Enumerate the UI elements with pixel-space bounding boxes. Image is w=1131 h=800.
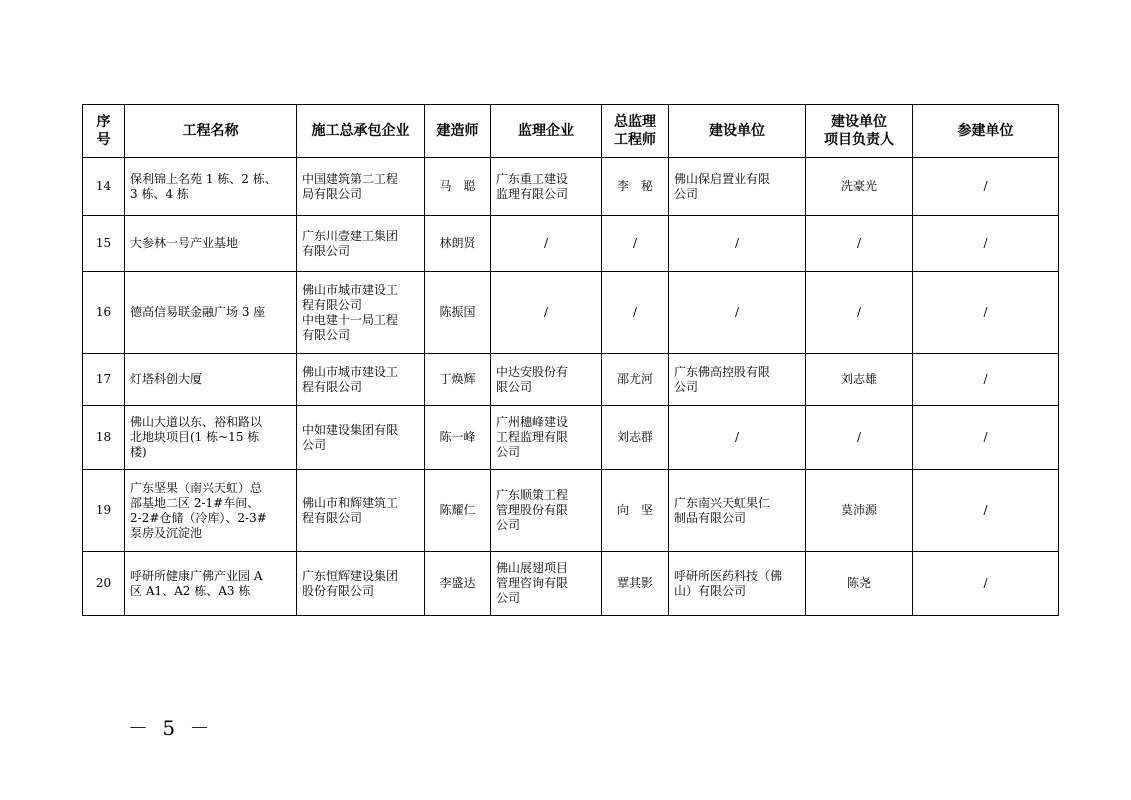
- builder-name: 陈一峰: [425, 406, 491, 470]
- project-name-line: 灯塔科创大厦: [130, 372, 203, 386]
- row-number: 16: [83, 272, 125, 354]
- contractor-name-line: 程有限公司: [302, 297, 363, 312]
- participant-name: /: [913, 354, 1059, 406]
- header-line: 建造师: [436, 123, 479, 139]
- owner-lead-name: /: [806, 406, 913, 470]
- contractor-name-line: 股份有限公司: [302, 583, 375, 598]
- owner-name: [669, 552, 806, 616]
- row-number: 17: [83, 354, 125, 406]
- row-number: 15: [83, 216, 125, 272]
- contractor-name: [297, 354, 425, 406]
- row-number: 18: [83, 406, 125, 470]
- builder-name: 马 聪: [425, 158, 491, 216]
- supervisor-name-line: 公司: [496, 445, 521, 459]
- table-row: [83, 470, 1059, 552]
- project-name-line: 部基地二区 2-1#车间、: [130, 495, 260, 510]
- contractor-name-line: 佛山市城市建设工: [302, 282, 399, 297]
- project-name-line: 区 A1、A2 栋、A3 栋: [130, 583, 251, 598]
- chief-engineer-name: /: [602, 216, 669, 272]
- project-name-line: 北地块项目(1 栋~15 栋: [130, 430, 260, 444]
- owner-lead-name: 刘志雄: [806, 354, 913, 406]
- participant-name: /: [913, 272, 1059, 354]
- owner-lead-name: 冼豪光: [806, 158, 913, 216]
- participant-name: /: [913, 216, 1059, 272]
- contractor-name-line: 佛山市城市建设工: [302, 364, 399, 379]
- owner-name-line: /: [734, 305, 740, 319]
- builder-name: 林朗贤: [425, 216, 491, 272]
- supervisor-name: [491, 216, 602, 272]
- owner-name-line: 山）有限公司: [674, 583, 747, 598]
- owner-name-line: /: [734, 236, 740, 250]
- header-line: 建设单位: [709, 123, 765, 139]
- header-cell: [425, 105, 491, 158]
- participant-name: /: [913, 470, 1059, 552]
- header-line: 序: [96, 114, 111, 130]
- contractor-name-line: 公司: [302, 437, 327, 452]
- contractor-name-line: 有限公司: [302, 243, 351, 258]
- owner-lead-name: 莫沛源: [806, 470, 913, 552]
- supervisor-name-line: /: [543, 305, 549, 319]
- header-cell: [669, 105, 806, 158]
- contractor-name-line: 程有限公司: [302, 379, 363, 394]
- contractor-name-line: 佛山市和辉建筑工: [302, 495, 399, 510]
- participant-name: /: [913, 406, 1059, 470]
- supervisor-name-line: 监理有限公司: [496, 186, 569, 201]
- page-number: － 5 －: [128, 716, 214, 740]
- owner-name: [669, 354, 806, 406]
- owner-name-line: /: [734, 430, 740, 444]
- owner-name-line: 广东佛高控股有限: [674, 364, 771, 379]
- supervisor-name-line: 广东顺策工程: [496, 488, 569, 502]
- supervisor-name: [491, 552, 602, 616]
- header-line: 参建单位: [957, 123, 1014, 139]
- project-name-line: 楼): [130, 445, 147, 459]
- chief-engineer-name: 李 秘: [602, 158, 669, 216]
- table-row: [83, 354, 1059, 406]
- owner-lead-name: /: [806, 216, 913, 272]
- supervisor-name: [491, 158, 602, 216]
- project-name-line: 2-2#仓储（冷库）、2-3#: [130, 510, 267, 525]
- header-line: 总监理: [614, 114, 656, 130]
- project-name-line: 大参林一号产业基地: [130, 236, 239, 250]
- chief-engineer-name: 邵尤河: [602, 354, 669, 406]
- project-table: [82, 104, 1059, 616]
- header-line: 号: [96, 132, 111, 148]
- project-name-line: 德高信易联金融广场 3 座: [130, 305, 266, 319]
- header-cell: [491, 105, 602, 158]
- header-cell: [913, 105, 1059, 158]
- project-name: [125, 158, 297, 216]
- owner-name-line: 佛山保启置业有限: [674, 171, 771, 186]
- header-line: 工程师: [614, 132, 656, 148]
- row-number: 14: [83, 158, 125, 216]
- supervisor-name-line: 广州穗峰建设: [496, 415, 569, 429]
- project-name-line: 3 栋、4 栋: [130, 186, 189, 201]
- owner-name: [669, 406, 806, 470]
- header-line: 工程名称: [182, 123, 239, 139]
- owner-name-line: 公司: [674, 379, 699, 394]
- contractor-name: [297, 406, 425, 470]
- contractor-name-line: 程有限公司: [302, 510, 363, 525]
- project-name: [125, 354, 297, 406]
- contractor-name: [297, 272, 425, 354]
- header-row: [83, 105, 1059, 158]
- project-name-line: 佛山大道以东、裕和路以: [130, 415, 263, 429]
- supervisor-name-line: 公司: [496, 518, 521, 532]
- owner-name-line: 公司: [674, 186, 699, 201]
- builder-name: 陈振国: [425, 272, 491, 354]
- contractor-name: [297, 552, 425, 616]
- project-name-line: 泵房及沉淀池: [130, 525, 203, 540]
- project-name-line: 保利锦上名苑 1 栋、2 栋、: [130, 171, 277, 186]
- project-name-line: 广东坚果（南兴天虹）总: [130, 480, 263, 495]
- project-name: [125, 470, 297, 552]
- participant-name: /: [913, 552, 1059, 616]
- supervisor-name: [491, 406, 602, 470]
- contractor-name: [297, 158, 425, 216]
- header-cell: [125, 105, 297, 158]
- supervisor-name-line: 管理咨询有限: [496, 576, 569, 590]
- project-name: [125, 272, 297, 354]
- supervisor-name-line: 限公司: [496, 379, 533, 394]
- row-number: 19: [83, 470, 125, 552]
- builder-name: 李盛达: [425, 552, 491, 616]
- project-name: [125, 552, 297, 616]
- contractor-name: [297, 470, 425, 552]
- contractor-name-line: 中电建十一局工程: [302, 312, 399, 327]
- contractor-name-line: 广东川壹建工集团: [302, 228, 399, 243]
- supervisor-name-line: 佛山展翅项目: [496, 561, 569, 575]
- contractor-name-line: 中如建设集团有限: [302, 422, 399, 437]
- chief-engineer-name: 覃其影: [602, 552, 669, 616]
- header-line: 项目负责人: [824, 132, 894, 148]
- chief-engineer-name: /: [602, 272, 669, 354]
- row-number: 20: [83, 552, 125, 616]
- chief-engineer-name: 向 坚: [602, 470, 669, 552]
- contractor-name: [297, 216, 425, 272]
- header-line: 施工总承包企业: [311, 123, 410, 139]
- header-cell: [602, 105, 669, 158]
- table-row: [83, 272, 1059, 354]
- contractor-name-line: 局有限公司: [302, 186, 363, 201]
- builder-name: 丁焕辉: [425, 354, 491, 406]
- contractor-name-line: 中国建筑第二工程: [302, 171, 399, 186]
- header-cell: [83, 105, 125, 158]
- project-name-line: 呼研所健康广佛产业园 A: [130, 568, 263, 583]
- owner-name-line: 呼研所医药科技（佛: [674, 568, 783, 583]
- table-row: [83, 406, 1059, 470]
- owner-name-line: 广东南兴天虹果仁: [674, 495, 771, 510]
- owner-name: [669, 470, 806, 552]
- project-name: [125, 216, 297, 272]
- chief-engineer-name: 刘志群: [602, 406, 669, 470]
- header-cell: [806, 105, 913, 158]
- supervisor-name: [491, 470, 602, 552]
- supervisor-name-line: 广东重工建设: [496, 171, 569, 186]
- owner-name-line: 制品有限公司: [674, 510, 747, 525]
- supervisor-name: [491, 272, 602, 354]
- owner-name: [669, 272, 806, 354]
- header-line: 建设单位: [831, 114, 887, 130]
- header-cell: [297, 105, 425, 158]
- table-row: [83, 216, 1059, 272]
- supervisor-name-line: 管理股份有限: [496, 503, 569, 517]
- owner-lead-name: /: [806, 272, 913, 354]
- project-name: [125, 406, 297, 470]
- supervisor-name-line: 中达安股份有: [496, 364, 569, 379]
- table-row: [83, 552, 1059, 616]
- supervisor-name-line: 公司: [496, 591, 521, 605]
- builder-name: 陈耀仁: [425, 470, 491, 552]
- participant-name: /: [913, 158, 1059, 216]
- contractor-name-line: 有限公司: [302, 327, 351, 342]
- table-row: [83, 158, 1059, 216]
- supervisor-name: [491, 354, 602, 406]
- header-line: 监理企业: [518, 123, 574, 139]
- owner-name: [669, 158, 806, 216]
- contractor-name-line: 广东恒辉建设集团: [302, 568, 399, 583]
- supervisor-name-line: /: [543, 236, 549, 250]
- owner-name: [669, 216, 806, 272]
- owner-lead-name: 陈尧: [806, 552, 913, 616]
- supervisor-name-line: 工程监理有限: [496, 430, 569, 444]
